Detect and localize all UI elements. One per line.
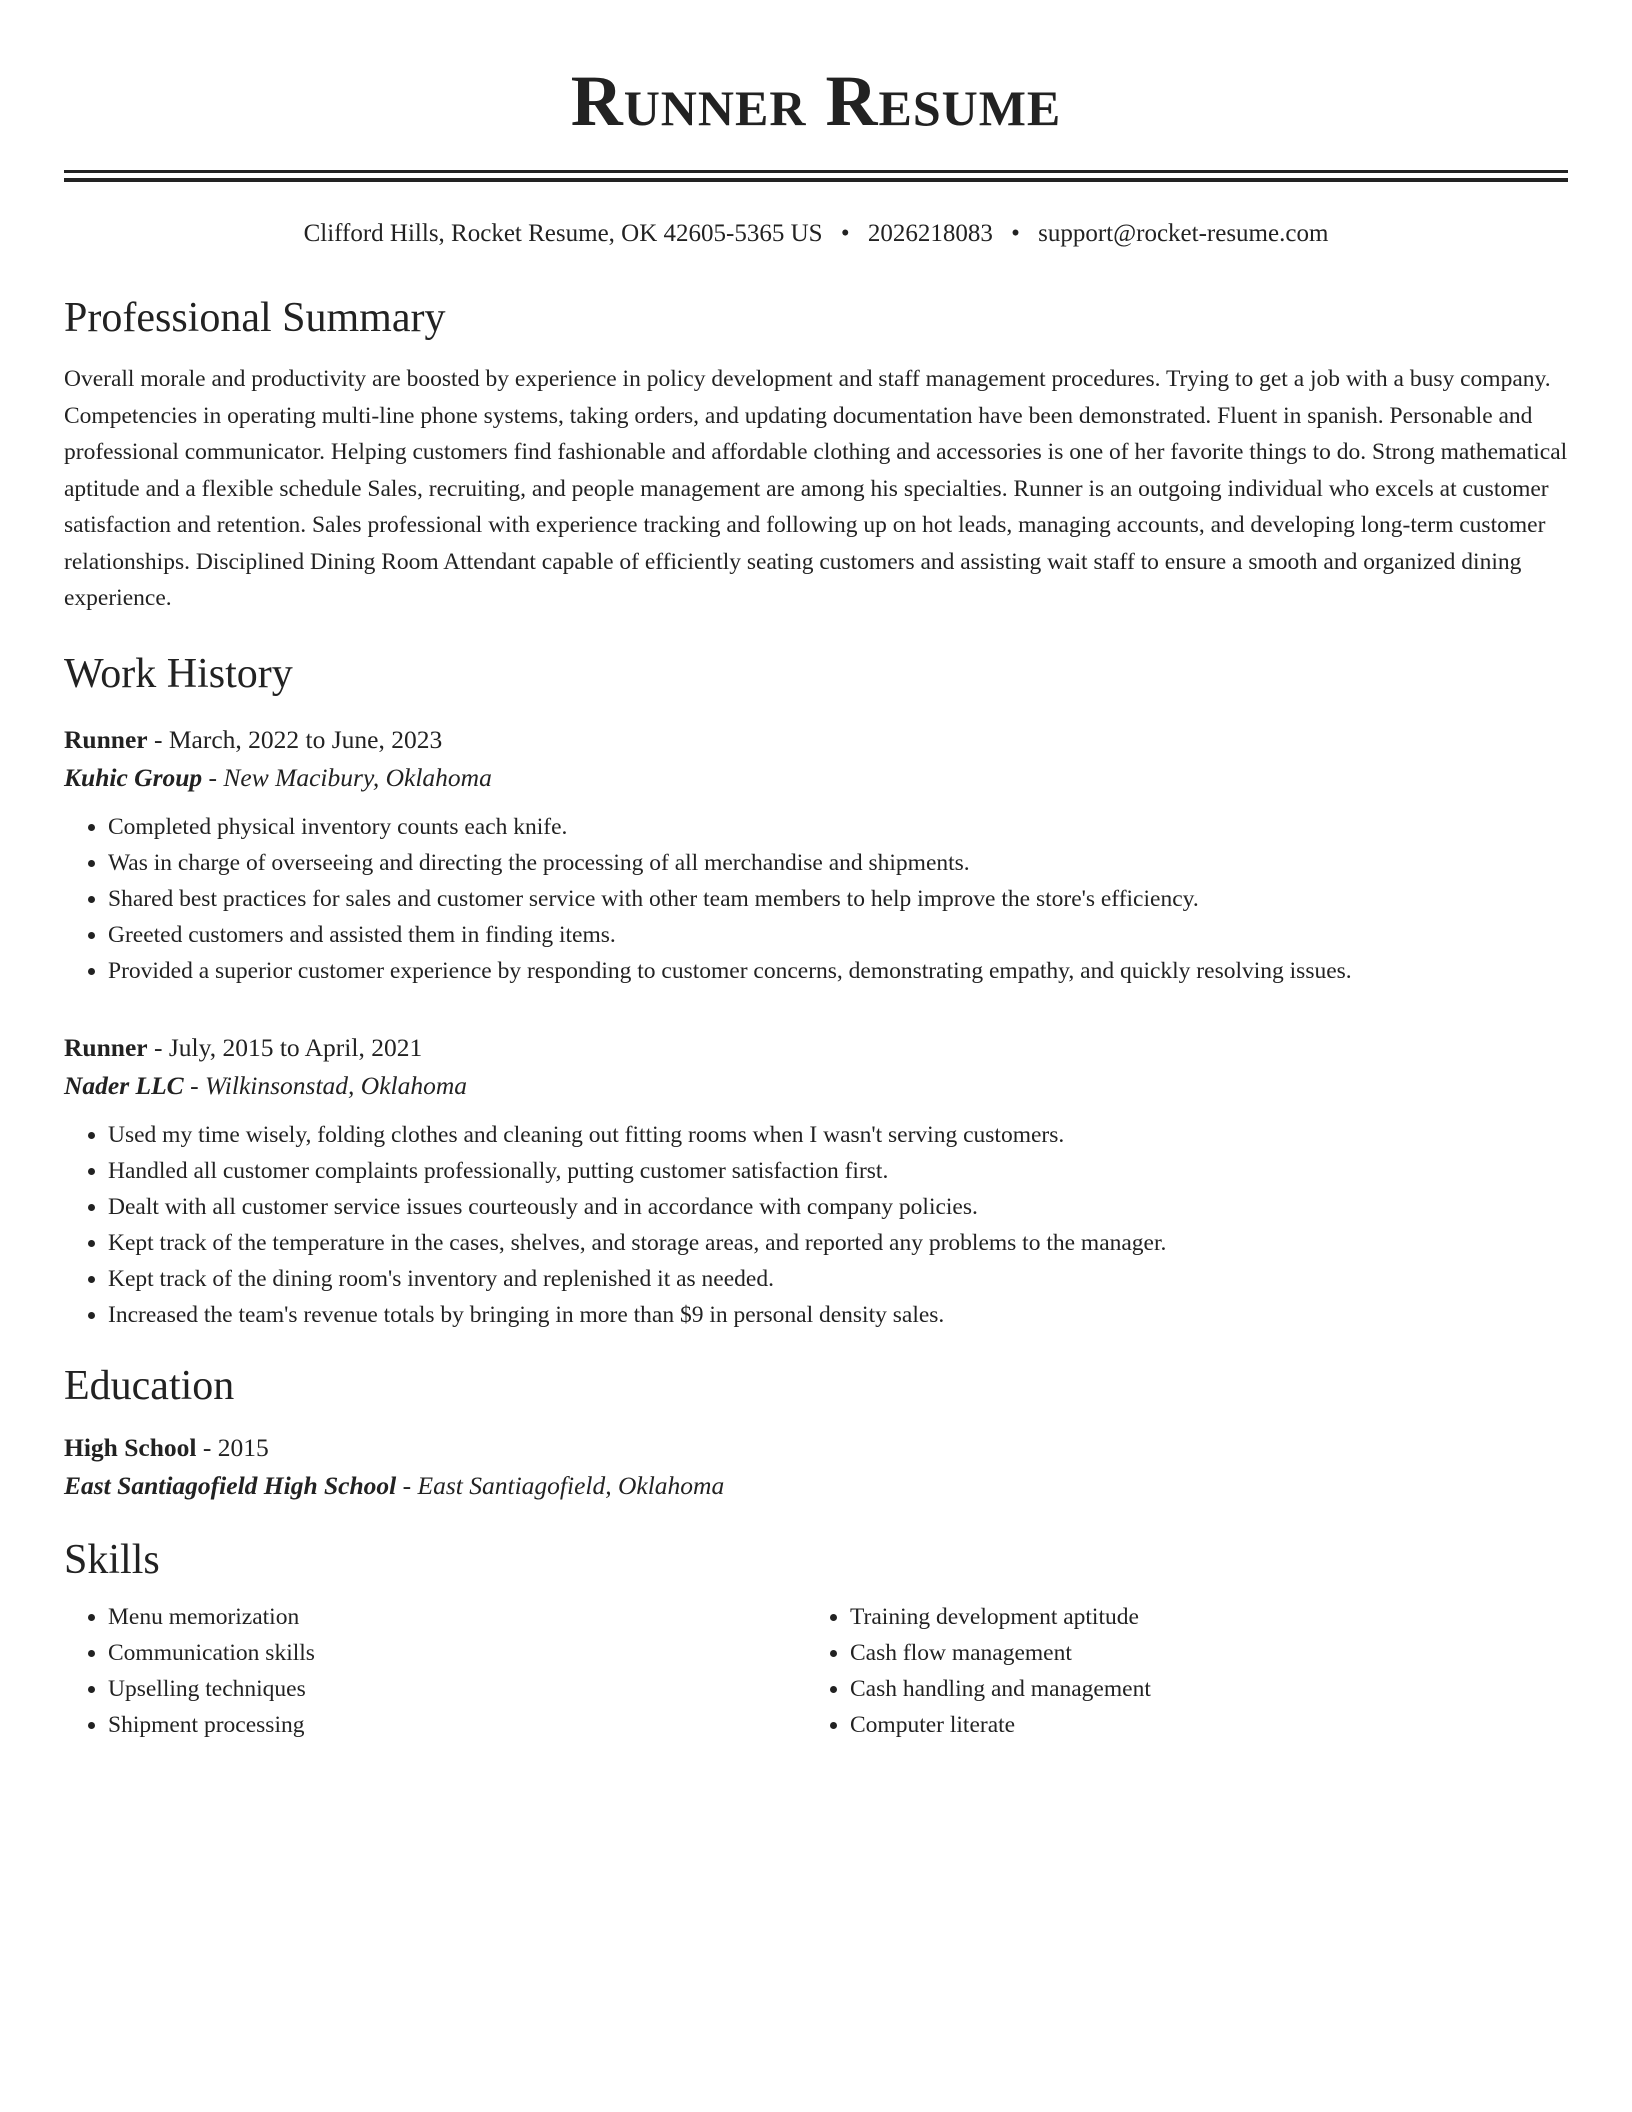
job-company: Nader LLC [64,1070,184,1100]
skills-grid [64,1599,1568,1743]
skill-item: • Shipment processing [108,1707,806,1743]
work-history-heading: Work History [64,650,293,697]
job-entry [64,1029,1568,1333]
job-title: Runner [64,1032,148,1062]
education-degree-line [64,1429,1568,1467]
job-bullet: • Dealt with all customer service issues courteously and in accordance with company policies. [108,1189,1568,1225]
job-dates: - March, 2022 to June, 2023 [147,724,443,754]
skill-item: • Training development aptitude [850,1599,1548,1635]
education-school-line [64,1467,1568,1505]
skill-item: • Cash handling and management [850,1671,1548,1707]
job-location: - New Macibury, Oklahoma [202,762,492,792]
job-title: Runner [64,724,148,754]
job-location: - Wilkinsonstad, Oklahoma [183,1070,468,1100]
skill-item: • Menu memorization [108,1599,806,1635]
skills-column-right [806,1599,1548,1743]
skills-heading: Skills [64,1536,160,1583]
job-bullet: • Was in charge of overseeing and directing the processing of all merchandise and shipments. [108,845,1568,881]
job-bullet: • Completed physical inventory counts each knife. [108,809,1568,845]
job-bullet: • Kept track of the dining room's inventory and replenished it as needed. [108,1261,1568,1297]
skill-item: • Communication skills [108,1635,806,1671]
job-bullet: • Handled all customer complaints professionally, putting customer satisfaction first. [108,1153,1568,1189]
job-bullet-list [64,809,1568,989]
resume-title: Runner Resume [570,61,1062,141]
job-entry [64,721,1568,989]
job-title-line [64,1029,1568,1067]
education-entry [64,1429,1568,1505]
contact-address: Clifford Hills, Rocket Resume, OK 42605-5365 US [303,220,823,247]
contact-separator: • [840,220,850,247]
job-bullet: • Greeted customers and assisted them in finding items. [108,917,1568,953]
job-company-line [64,1067,1568,1105]
title-double-rule [64,170,1568,182]
contact-separator: • [1011,220,1020,247]
skills-column-left [64,1599,806,1743]
skill-item: • Upselling techniques [108,1671,806,1707]
education-year: - 2015 [196,1432,269,1462]
job-bullet: • Provided a superior customer experience by responding to customer concerns, demonstrating empathy, and quickly resolving issues. [108,953,1568,989]
job-company-line [64,759,1568,797]
summary-text: Overall morale and productivity are boosted by experience in policy development and staff management procedures. Trying to get a job with a busy company. Competencies in operating multi-line phone systems, taking orders, and updating documentation have been demonstrated. Fluent in spanish. Personable and professional communicator. Helping customers find fashionable and affordable clothing and accessories is one of her favorite things to do. Strong mathematical aptitude and a flexible schedule Sales, recruiting, and people management are among his specialties. Runner is an outgoing individual who excels at customer satisfaction and retention. Sales professional with experience tracking and following up on hot leads, managing accounts, and developing long-term customer relationships. Disciplined Dining Room Attendant capable of efficiently seating customers and assisting wait staff to ensure a smooth and organized dining experience. [64,366,1568,611]
contact-phone: 2026218083 [867,220,993,247]
skill-item: • Computer literate [850,1707,1548,1743]
education-location: - East Santiagofield, Oklahoma [396,1470,725,1500]
job-company: Kuhic Group [64,762,203,792]
skill-item: • Cash flow management [850,1635,1548,1671]
contact-line [64,217,1568,251]
job-bullet: • Kept track of the temperature in the cases, shelves, and storage areas, and reported any problems to the manager. [108,1225,1568,1261]
education-heading: Education [64,1362,235,1409]
contact-email: support@rocket-resume.com [1038,220,1329,247]
education-school: East Santiagofield High School [64,1470,397,1500]
job-bullet: • Used my time wisely, folding clothes and cleaning out fitting rooms when I wasn't serving customers. [108,1117,1568,1153]
job-bullet: • Shared best practices for sales and customer service with other team members to help improve the store's efficiency. [108,881,1568,917]
education-degree: High School [64,1432,197,1462]
job-title-line [64,721,1568,759]
job-dates: - July, 2015 to April, 2021 [147,1032,423,1062]
job-bullet-list [64,1117,1568,1333]
summary-heading: Professional Summary [64,295,446,341]
job-bullet: • Increased the team's revenue totals by bringing in more than $9 in personal density sales. [108,1297,1568,1333]
